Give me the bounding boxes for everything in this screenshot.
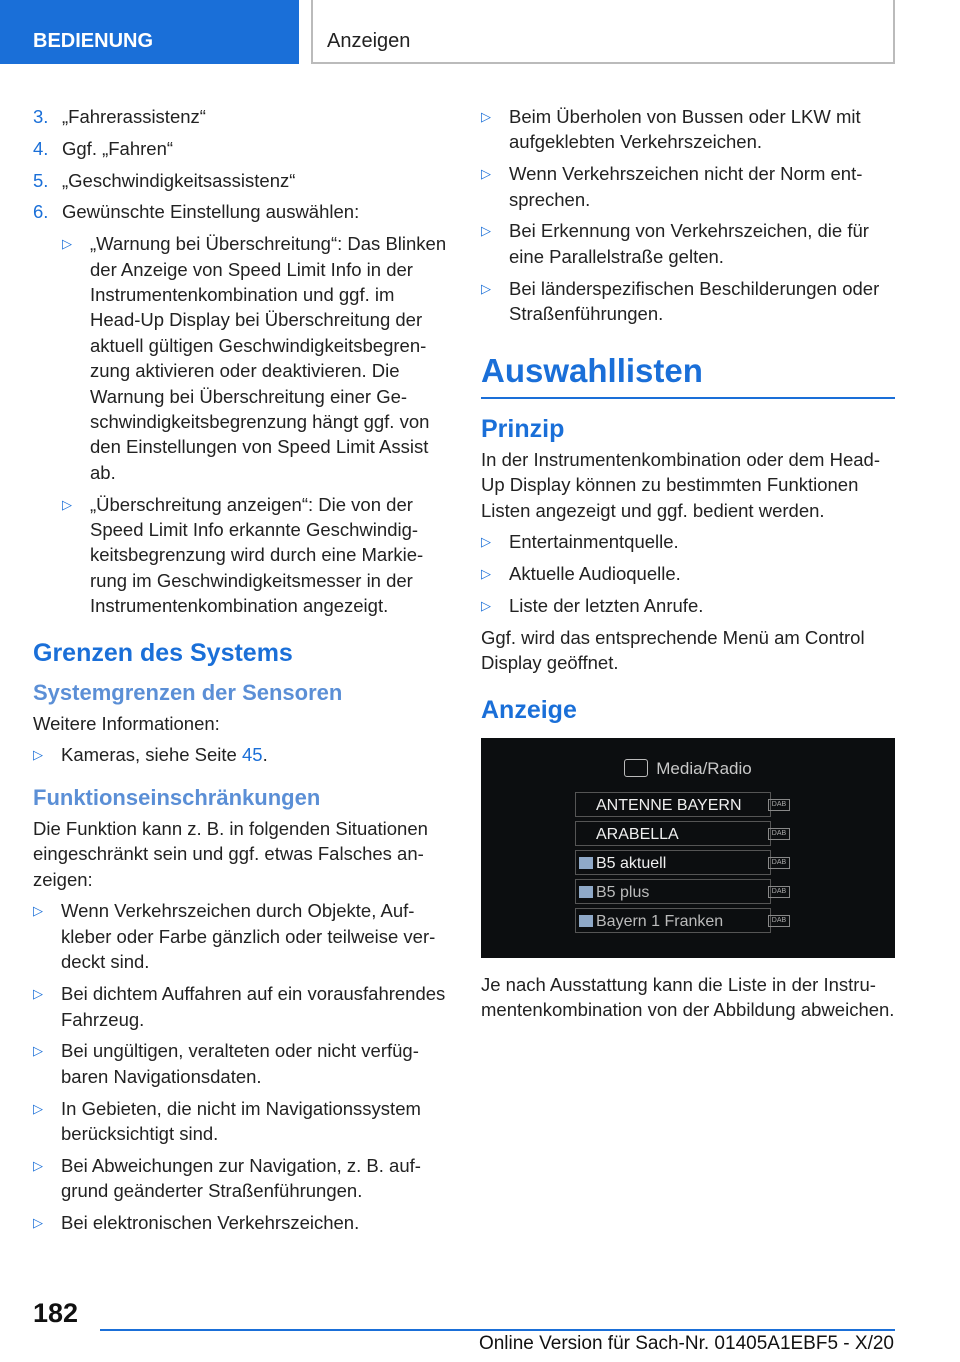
page-number: 182 xyxy=(33,1298,79,1328)
triangle-right-icon: ▷ xyxy=(33,747,43,763)
heading-grenzen: Grenzen des Systems xyxy=(33,638,293,667)
step-text: „Fahrerassistenz“ xyxy=(62,106,206,127)
list-item: ▷ Wenn Verkehrszeichen durch Objekte, Aufkleber oder Farbe gänzlich oder teilweise verdeckt sind. xyxy=(33,900,436,973)
station-item: ARABELLA xyxy=(575,821,771,846)
step-text: „Geschwindigkeitsassistenz“ xyxy=(62,169,296,191)
numbered-step xyxy=(33,104,447,129)
paragraph: Ggf. wird das entsprechende Menü am Control Display geöffnet. xyxy=(481,626,865,674)
left-column xyxy=(33,104,447,1242)
radio-icon xyxy=(624,759,648,777)
heading-sensoren: Systemgrenzen der Sensoren xyxy=(33,679,343,705)
station-logo-icon xyxy=(579,915,593,927)
paragraph: Weitere Informationen: xyxy=(33,712,220,734)
page-header-title: Anzeigen xyxy=(311,0,895,64)
dab-badge: DAB xyxy=(768,886,790,898)
list-item: ▷ Bei länderspezifischen Beschilderungen oder Straßenführungen. xyxy=(481,277,880,325)
station-item: B5 aktuell xyxy=(575,850,771,875)
step-number: 4. xyxy=(33,137,49,159)
triangle-right-icon: ▷ xyxy=(33,903,43,919)
list-item: ▷ Aktuelle Audioquelle. xyxy=(481,561,895,586)
step-number: 6. xyxy=(33,201,49,223)
list-item: ▷ Bei dichtem Auffahren auf ein vorausfahrendes Fahrzeug. xyxy=(33,983,446,1030)
dab-badge: DAB xyxy=(768,857,790,869)
station-item: ANTENNE BAYERN xyxy=(575,792,771,817)
heading-anzeige: Anzeige xyxy=(481,695,577,724)
numbered-step xyxy=(33,136,447,161)
triangle-right-icon: ▷ xyxy=(481,166,491,182)
dab-badge: DAB xyxy=(768,799,790,811)
list-item: ▷ Bei elektronischen Verkehrszeichen. xyxy=(33,1210,447,1235)
screen-title: Media/Radio xyxy=(481,756,895,781)
right-column xyxy=(481,104,895,1029)
heading-prinzip: Prinzip xyxy=(481,414,565,443)
triangle-right-icon: ▷ xyxy=(33,1043,43,1059)
list-item: ▷ Wenn Verkehrszeichen nicht der Norm entsprechen. xyxy=(481,163,863,210)
triangle-right-icon: ▷ xyxy=(481,109,491,124)
footer-online-version: Online Version für Sach-Nr. 01405A1EBF5 - X/20 xyxy=(478,1333,894,1354)
station-logo-icon xyxy=(579,857,593,869)
triangle-right-icon: ▷ xyxy=(481,598,491,614)
footer-divider xyxy=(100,1329,895,1331)
triangle-right-icon: ▷ xyxy=(481,534,491,550)
list-item: ▷ Beim Überholen von Bussen oder LKW mit aufgeklebten Verkehrszeichen. xyxy=(481,106,861,153)
page-link[interactable]: 45 xyxy=(241,744,263,766)
list-item: ▷ Bei Abweichungen zur Navigation, z. B. aufgrund geänderter Straßenführungen. xyxy=(33,1154,421,1202)
paragraph: Je nach Ausstattung kann die Liste in der Instrumentenkombination von der Abbildung abweichen. xyxy=(481,973,895,1021)
heading-funktion: Funktionseinschränkungen xyxy=(33,784,321,810)
step-text: Gewünschte Einstellung auswählen: xyxy=(62,201,360,223)
step-number: 3. xyxy=(33,106,49,127)
numbered-step xyxy=(33,199,447,224)
triangle-right-icon: ▷ xyxy=(481,280,491,296)
list-item: ▷ „Warnung bei Überschreitung“: Das Blinken der Anzeige von Speed Limit Info in der Instrumentenkombination und ggf. im Head-Up Display bei Überschreitung der aktuell gültigen Geschwindigkeitsbegrenzung aktivieren oder deaktivieren. Die Warnung bei Überschreitung einer Geschwindigkeitsbegrenzung hängt ggf. von den Einstellungen von Speed Limit Assist ab. xyxy=(62,233,447,483)
triangle-right-icon: ▷ xyxy=(33,1157,43,1173)
station-item: Bayern 1 Franken xyxy=(575,908,771,933)
list-item: ▷ Entertainmentquelle. xyxy=(481,529,895,554)
step-number: 5. xyxy=(33,169,49,191)
section-tab: BEDIENUNG xyxy=(0,0,299,64)
dab-badge: DAB xyxy=(768,915,790,927)
list-item: ▷ Kameras, siehe Seite 45. xyxy=(33,742,447,767)
triangle-right-icon: ▷ xyxy=(481,566,491,582)
step-text: Ggf. „Fahren“ xyxy=(62,137,174,159)
triangle-right-icon: ▷ xyxy=(481,223,491,239)
triangle-right-icon: ▷ xyxy=(33,1100,43,1116)
triangle-right-icon: ▷ xyxy=(33,986,43,1002)
station-item: B5 plus xyxy=(575,879,771,904)
list-item: ▷ Bei ungültigen, veralteten oder nicht verfügbaren Navigationsdaten. xyxy=(33,1040,419,1087)
media-radio-screen-image xyxy=(481,738,895,958)
list-item: ▷ In Gebieten, die nicht im Navigationssystem berücksichtigt sind. xyxy=(33,1097,421,1144)
list-item: ▷ „Überschreitung anzeigen“: Die von der Speed Limit Info erkannte Geschwindigkeitsbegrenzung wird durch eine Markierung im Geschwindigkeitsmesser in der Instrumentenkombination angezeigt. xyxy=(62,493,424,617)
list-item: ▷ Bei Erkennung von Verkehrszeichen, die für eine Parallelstraße gelten. xyxy=(481,220,869,267)
dab-badge: DAB xyxy=(768,828,790,840)
paragraph: In der Instrumentenkombination oder dem Head-Up Display können zu bestimmten Funktionen Listen angezeigt und ggf. bedient werden. xyxy=(481,448,880,521)
list-item: ▷ Liste der letzten Anrufe. xyxy=(481,593,895,618)
station-logo-icon xyxy=(579,886,593,898)
numbered-step xyxy=(33,168,447,193)
paragraph: Die Funktion kann z. B. in folgenden Situationen eingeschränkt sein und ggf. etwas Falsches anzeigen: xyxy=(33,817,428,890)
triangle-right-icon: ▷ xyxy=(33,1214,43,1230)
triangle-right-icon: ▷ xyxy=(62,236,72,252)
triangle-right-icon: ▷ xyxy=(62,496,72,512)
heading-auswahllisten: Auswahllisten xyxy=(481,333,895,399)
